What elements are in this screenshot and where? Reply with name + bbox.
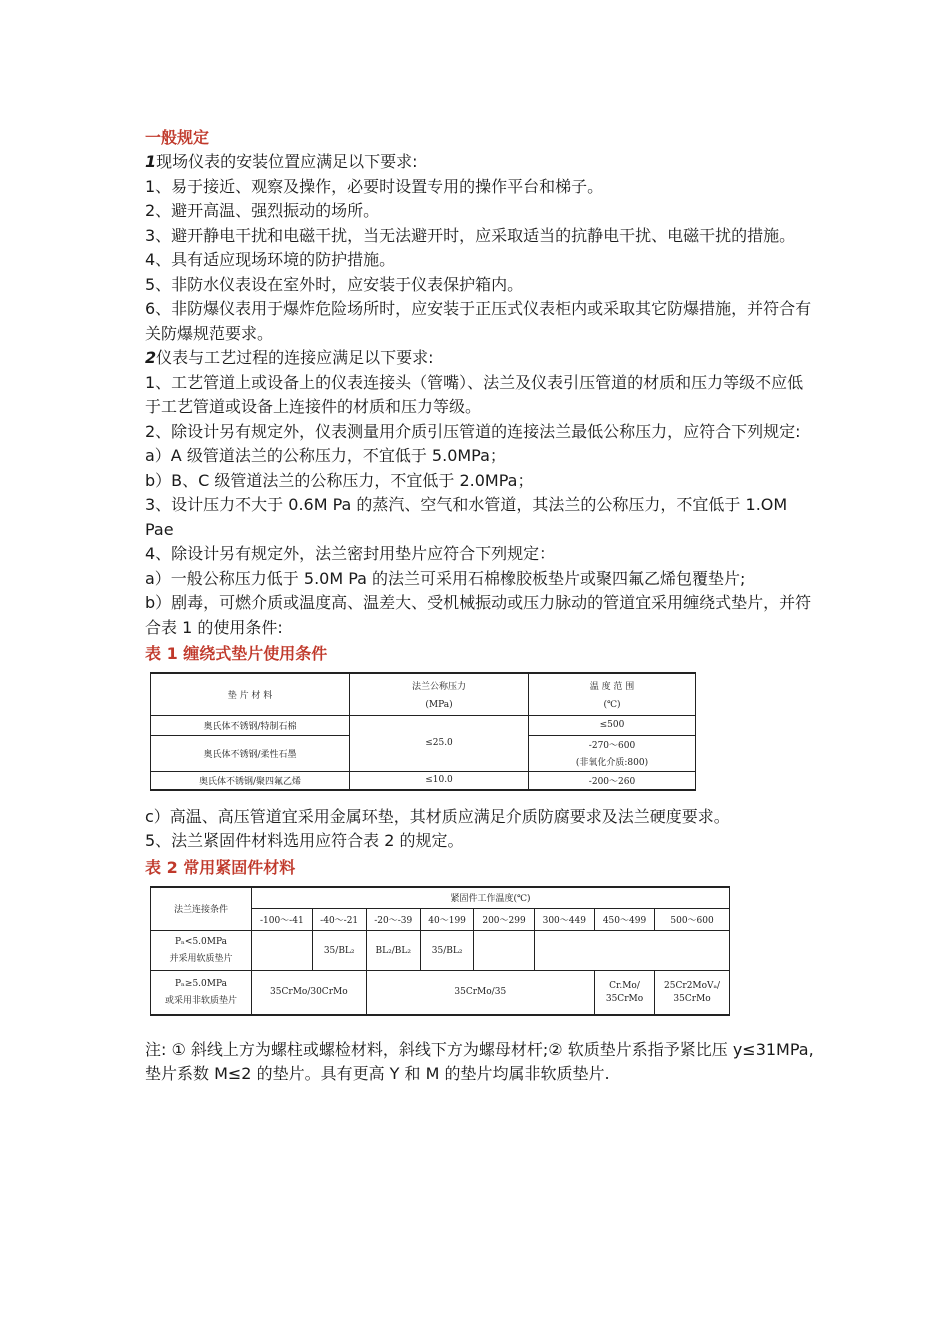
section1-item: 2、避开高温、强烈振动的场所。 (145, 201, 380, 220)
table2-cell (252, 931, 313, 971)
table1 (150, 672, 696, 791)
section2-item: a）A 级管道法兰的公称压力，不宜低于 5.0MPa； (145, 446, 506, 465)
table1-header-temp-unit: (℃) (603, 699, 621, 710)
section2-heading-text: 仪表与工艺过程的连接应满足以下要求: (156, 348, 434, 367)
table2-temp-header: 200～299 (474, 909, 534, 931)
table2-cell (534, 931, 729, 971)
table2-cell-bottom: 35CrMo (673, 993, 711, 1004)
table1-pressure: ≤10.0 (350, 771, 529, 790)
section1-item: 3、避开静电干扰和电磁干扰，当无法避开时，应采取适当的抗静电干扰、电磁干扰的措施。 (145, 225, 796, 245)
table1-header-material: 垫 片 材 料 (151, 673, 350, 715)
table-row (151, 771, 696, 790)
table2-condition-b: 并采用软质垫片 (169, 954, 233, 964)
table2-cell: 35CrMo/30CrMo (252, 971, 367, 1015)
document-title: 一般规定 (145, 128, 210, 147)
section2-heading (145, 346, 815, 371)
table1-material: 奥氏体不锈钢/特制石棉 (151, 715, 350, 735)
table2-cell-bottom: 35CrMo (605, 993, 644, 1004)
table2-cell: 35CrMo/35 (366, 971, 594, 1015)
table2-temp-header: 40～199 (420, 909, 474, 931)
table-row (151, 887, 730, 909)
table2-temp-header: -40～-21 (312, 909, 366, 931)
section1-number: 1 (145, 152, 157, 171)
table1-temp: -200～260 (529, 771, 696, 790)
table2-temp-header: -100～-41 (252, 909, 313, 931)
table1-caption: 表 1 缠绕式垫片使用条件 (145, 644, 328, 663)
table2-caption: 表 2 常用紧固件材料 (145, 857, 296, 877)
section2-item: a）一般公称压力低于 5.0M Pa 的法兰可采用石棉橡胶板垫片或聚四氟乙烯包覆垫片; (145, 568, 746, 588)
section2-item: 2、除设计另有规定外，仪表测量用介质引压管道的连接法兰最低公称压力，应符合下列规定: (145, 421, 801, 441)
table2-cell-top: Cr.Mo/ (609, 980, 640, 991)
table1-header-pressure-unit: (MPa) (425, 699, 453, 710)
table2 (150, 886, 730, 1016)
table-row (151, 931, 730, 971)
table1-header-temp (529, 673, 696, 715)
section2-item: 3、设计压力不大于 0.6M Pa 的蒸汽、空气和水管道，其法兰的公称压力，不宜低于 1.OM Pae (145, 495, 788, 539)
note: 注: ① 斜线上方为螺柱或螺检材料，斜线下方为螺母材杆;② 软质垫片系指予紧比压 y≤31MPa, 垫片系数 M≤2 的垫片。具有更高 Y 和 M 的垫片均属非软质垫片. (145, 1039, 814, 1083)
table1-header-pressure-label: 法兰公称压力 (411, 681, 466, 692)
table1-temp-note: (非氧化介质:800) (575, 758, 649, 768)
table2-cell: BL₂/BL₂ (366, 931, 420, 971)
table2-cell (655, 971, 730, 1015)
table-row (151, 971, 730, 1015)
table1-material: 奥氏体不锈钢/柔性石墨 (151, 735, 350, 771)
table1-header-temp-label: 温 度 范 围 (589, 681, 635, 692)
table1-temp (529, 735, 696, 771)
section2-item: b）B、C 级管道法兰的公称压力，不宜低于 2.0MPa； (145, 470, 534, 490)
table2-condition-b: 或采用非软质垫片 (164, 995, 237, 1006)
table2-temp-header: 500～600 (655, 909, 730, 931)
table1-temp: ≤500 (529, 715, 696, 735)
table2-condition-a: Pₙ<5.0MPa (174, 937, 228, 947)
section2-item: 1、工艺管道上或设备上的仪表连接头（管嘴）、法兰及仪表引压管道的材质和压力等级不应低于工艺管道或设备上连接件的材质和压力等级。 (145, 372, 804, 416)
table2-condition (151, 931, 252, 971)
table2-condition-a: Pₙ≥5.0MPa (174, 978, 228, 989)
section1-item: 5、非防水仪表设在室外时，应安装于仪表保护箱内。 (145, 274, 524, 294)
table2-temp-header: 300～449 (534, 909, 594, 931)
table2-condition (151, 971, 252, 1015)
table1-material: 奥氏体不锈钢/聚四氟乙烯 (151, 771, 350, 790)
table1-temp-value: -270～600 (588, 741, 636, 751)
table1-header-pressure (350, 673, 529, 715)
table-row (151, 715, 696, 735)
document-body (145, 126, 815, 1087)
section1-item: 4、具有适应现场环境的防护措施。 (145, 250, 396, 269)
table2-cell (594, 971, 654, 1015)
section1-heading-text: 现场仪表的安装位置应满足以下要求: (156, 152, 418, 171)
table2-cell (474, 931, 534, 971)
table2-temp-header: 450～499 (594, 909, 654, 931)
table-row (151, 673, 696, 715)
section1-item: 6、非防爆仪表用于爆炸危险场所时，应安装于正压式仪表柜内或采取其它防爆措施，并符合有关防爆规范要求。 (145, 299, 812, 343)
table2-group-header: 紧固件工作温度(℃) (252, 887, 730, 909)
section2-number: 2 (145, 348, 157, 367)
paragraph: 5、法兰紧固件材料选用应符合表 2 的规定。 (145, 831, 464, 850)
paragraph: c）高温、高压管道宜采用金属环垫，其材质应满足介质防腐要求及法兰硬度要求。 (145, 806, 730, 826)
section1-item: 1、易于接近、观察及操作，必要时设置专用的操作平台和梯子。 (145, 176, 604, 196)
table1-pressure: ≤25.0 (350, 715, 529, 771)
table2-temp-header: -20～-39 (366, 909, 420, 931)
section1-heading (145, 150, 815, 175)
table2-cell: 35/BL₂ (312, 931, 366, 971)
table2-cell: 35/BL₂ (420, 931, 474, 971)
section2-item: 4、除设计另有规定外，法兰密封用垫片应符合下列规定： (145, 544, 556, 563)
section2-item: b）剧毒，可燃介质或温度高、温差大、受机械振动或压力脉动的管道宜采用缠绕式垫片，并符合表 1 的使用条件: (145, 593, 812, 637)
table2-cell-top: 25Cr2MoVₐ/ (664, 980, 721, 991)
table2-corner: 法兰连接条件 (151, 887, 252, 931)
